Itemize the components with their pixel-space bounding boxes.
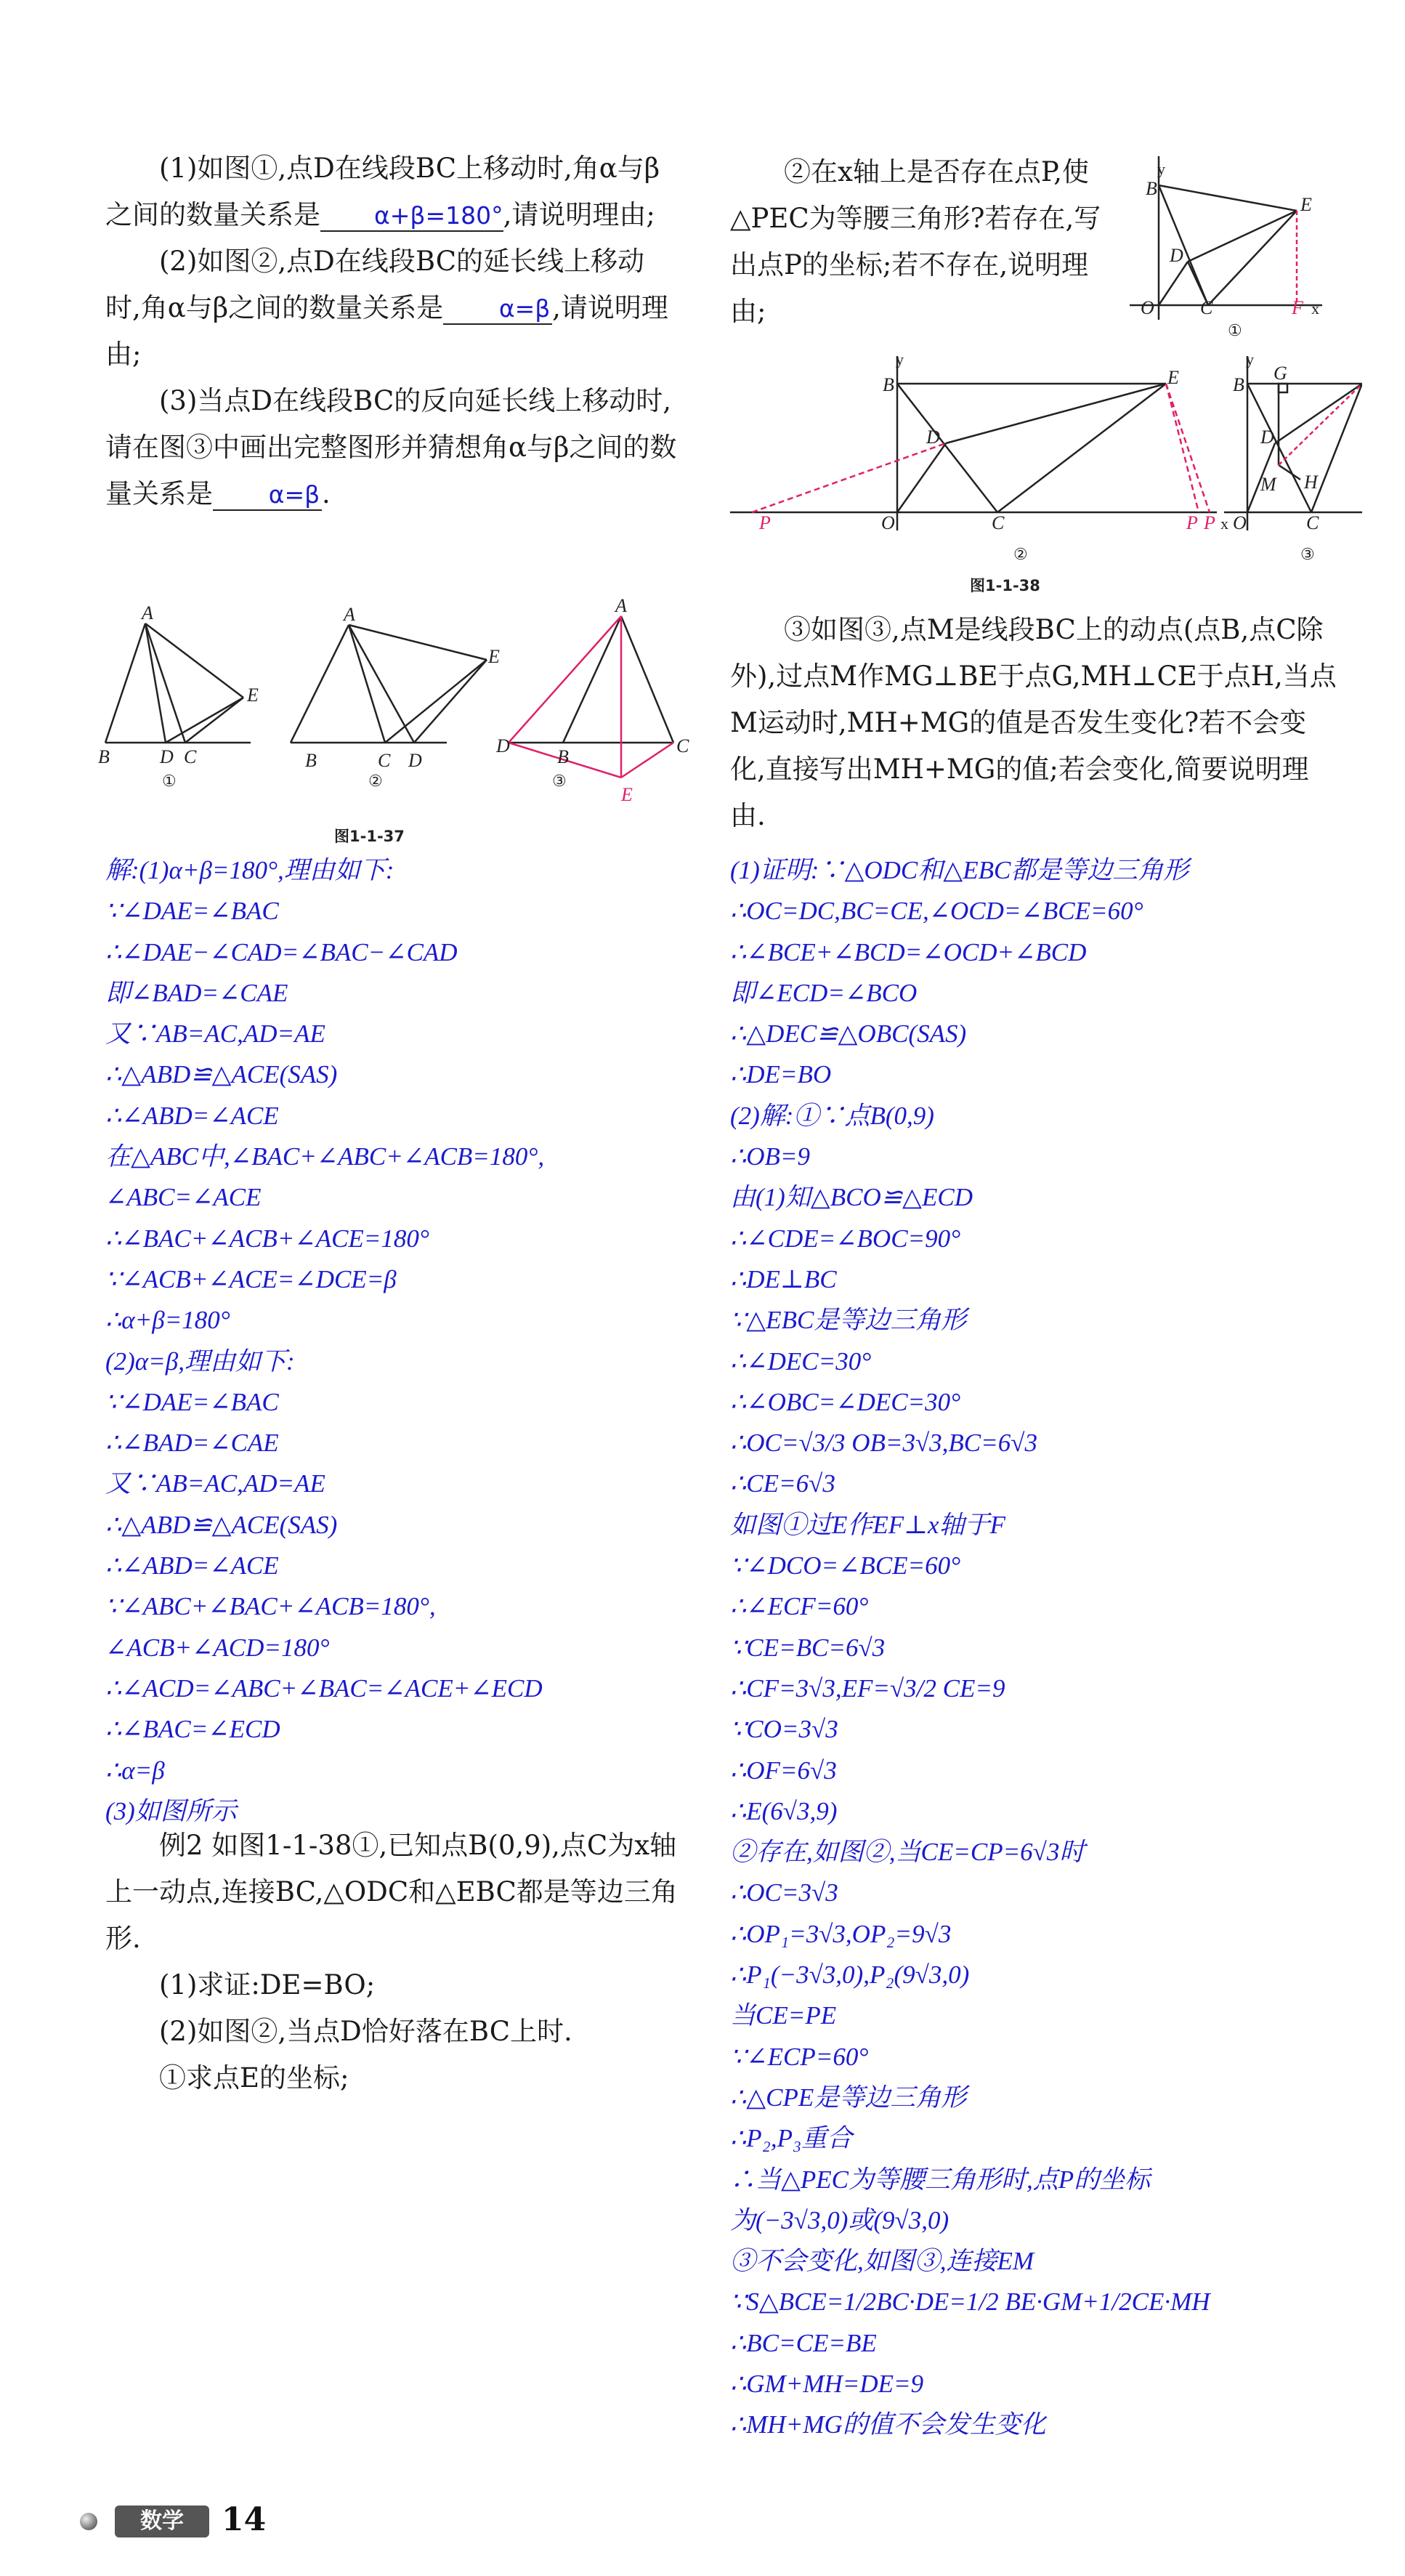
solution-line: ∴当△PEC为等腰三角形时,点P的坐标 bbox=[730, 2165, 1151, 2194]
solution-line: ∴∠CDE=∠BOC=90° bbox=[730, 1224, 961, 1253]
svg-text:E: E bbox=[247, 685, 259, 706]
bullet-icon bbox=[80, 2513, 97, 2530]
solution-line: ∵∠DAE=∠BAC bbox=[105, 1387, 279, 1416]
solution-line: ∴BC=CE=BE bbox=[730, 2328, 877, 2357]
answer-blank-1: α+β=180° bbox=[320, 201, 503, 232]
svg-text:E: E bbox=[621, 784, 633, 805]
answer-blank-2: α=β bbox=[443, 294, 552, 325]
svg-text:C: C bbox=[378, 750, 391, 771]
solution-line: ∴OB=9 bbox=[730, 1142, 811, 1171]
solution-line: (2)解:①∵点B(0,9) bbox=[730, 1101, 934, 1130]
fig38-2 bbox=[730, 356, 1217, 530]
solution-line: ∴△ABD≌△ACE(SAS) bbox=[105, 1060, 338, 1089]
solution-line: ∴OC=DC,BC=CE,∠OCD=∠BCE=60° bbox=[730, 897, 1143, 926]
svg-text:C: C bbox=[1306, 512, 1319, 533]
solution-line: ∴∠DAE−∠CAD=∠BAC−∠CAD bbox=[105, 937, 458, 966]
solution-line: (3)如图所示 bbox=[105, 1796, 237, 1825]
svg-text:B: B bbox=[98, 746, 110, 767]
solution-line: 又∵AB=AC,AD=AE bbox=[105, 1469, 325, 1498]
fig37-caption: 图1-1-37 bbox=[334, 828, 405, 845]
solution-line: (2)α=β,理由如下: bbox=[105, 1346, 295, 1376]
example-2-q2a: ①求点E的坐标; bbox=[159, 2062, 349, 2093]
svg-text:P: P bbox=[1204, 512, 1215, 533]
svg-text:A: A bbox=[142, 602, 153, 623]
solution-line: ∴∠OBC=∠DEC=30° bbox=[730, 1387, 961, 1416]
svg-text:D: D bbox=[1260, 427, 1274, 448]
solution-line: 即∠ECD=∠BCO bbox=[730, 978, 918, 1007]
svg-text:y: y bbox=[896, 350, 904, 368]
svg-text:O: O bbox=[1141, 297, 1154, 318]
solution-line: ∵∠ACB+∠ACE=∠DCE=β bbox=[105, 1264, 397, 1293]
solution-line: ∴△CPE是等边三角形 bbox=[730, 2083, 967, 2112]
solution-line: ∴OF=6√3 bbox=[730, 1756, 837, 1785]
example-2-q1: (1)求证:DE=BO; bbox=[159, 1969, 376, 2000]
page-number: 14 bbox=[222, 2501, 267, 2538]
solution-line: ∴∠DEC=30° bbox=[730, 1346, 872, 1376]
svg-text:D: D bbox=[1170, 245, 1183, 266]
solution-line: ∴∠ABD=∠ACE bbox=[105, 1551, 279, 1580]
svg-text:O: O bbox=[881, 512, 895, 533]
svg-text:O: O bbox=[1233, 512, 1247, 533]
fig37-label-1: ① bbox=[162, 772, 177, 790]
svg-text:x: x bbox=[1220, 514, 1228, 533]
svg-text:D: D bbox=[926, 427, 940, 448]
solution-line: ∴△ABD≌△ACE(SAS) bbox=[105, 1510, 338, 1539]
fig37-label-2: ② bbox=[368, 772, 383, 790]
subject-badge: 数学 bbox=[115, 2506, 209, 2537]
fig38-label-1: ① bbox=[1228, 321, 1242, 339]
svg-text:C: C bbox=[992, 512, 1005, 533]
solution-line: 又∵AB=AC,AD=AE bbox=[105, 1020, 325, 1049]
fig38-caption: 图1-1-38 bbox=[970, 577, 1040, 594]
solution-line: ③不会变化,如图③,连接EM bbox=[730, 2247, 1034, 2276]
solution-line: ∴∠BCE+∠BCD=∠OCD+∠BCD bbox=[730, 937, 1087, 966]
solution-line: ∴△DEC≌△OBC(SAS) bbox=[730, 1020, 967, 1049]
fig38-label-2: ② bbox=[1013, 545, 1028, 563]
svg-text:H: H bbox=[1304, 472, 1318, 493]
svg-text:C: C bbox=[184, 746, 197, 767]
solution-line: ∴∠BAC+∠ACB+∠ACE=180° bbox=[105, 1224, 429, 1253]
question-2: (2)如图②,点D在线段BC的延长线上移动时,角α与β之间的数量关系是 α=β,请说明理由; bbox=[105, 246, 668, 370]
solution-line: 解:(1)α+β=180°,理由如下: bbox=[105, 856, 394, 884]
solution-line: (1)证明:∵△ODC和△EBC都是等边三角形 bbox=[730, 856, 1189, 884]
solution-line: ∴α=β bbox=[105, 1756, 165, 1785]
solution-line: 在△ABC中,∠BAC+∠ABC+∠ACB=180°, bbox=[105, 1142, 545, 1171]
fig38-3 bbox=[1224, 356, 1362, 530]
svg-text:G: G bbox=[1274, 363, 1287, 384]
solution-line: ∵∠DAE=∠BAC bbox=[105, 897, 279, 926]
svg-text:F: F bbox=[1292, 297, 1303, 318]
svg-text:C: C bbox=[1200, 297, 1213, 318]
svg-text:E: E bbox=[1167, 367, 1179, 388]
solution-line: ∴OC=√3/3 OB=3√3,BC=6√3 bbox=[730, 1429, 1037, 1458]
solution-line: ∴P₂,P₃重合 bbox=[730, 2124, 853, 2153]
solution-line: ∴E(6√3,9) bbox=[730, 1796, 838, 1825]
solution-line: ∴MH+MG的值不会发生变化 bbox=[730, 2410, 1046, 2439]
solution-line: ∠ACB+∠ACD=180° bbox=[105, 1633, 330, 1662]
left-solution bbox=[105, 850, 687, 1832]
solution-line: ∵∠ECP=60° bbox=[730, 2042, 869, 2071]
solution-line: ∴∠BAC=∠ECD bbox=[105, 1715, 280, 1744]
solution-line: ∴∠ECF=60° bbox=[730, 1592, 869, 1621]
svg-text:y: y bbox=[1157, 160, 1165, 178]
svg-text:D: D bbox=[160, 746, 174, 767]
solution-line: ∴GM+MH=DE=9 bbox=[730, 2369, 924, 2398]
svg-text:x: x bbox=[1311, 299, 1319, 318]
right-solution bbox=[730, 850, 1369, 2446]
solution-line: ∵△EBC是等边三角形 bbox=[730, 1306, 967, 1335]
svg-text:A: A bbox=[344, 604, 355, 625]
svg-text:E: E bbox=[1300, 194, 1312, 215]
solution-line: 如图①过E作EF⊥x轴于F bbox=[730, 1510, 1005, 1539]
svg-text:P: P bbox=[1186, 512, 1198, 533]
solution-line: 为(−3√3,0)或(9√3,0) bbox=[730, 2205, 950, 2234]
svg-text:P: P bbox=[759, 512, 771, 533]
solution-line: ∵∠DCO=∠BCE=60° bbox=[730, 1551, 961, 1580]
question-3: (3)当点D在线段BC的反向延长线上移动时,请在图③中画出完整图形并猜想角α与β之间的数量关系是 α=β. bbox=[105, 385, 677, 509]
solution-line: ∴P₁(−3√3,0),P₂(9√3,0) bbox=[730, 1961, 970, 1990]
solution-line: ∵∠ABC+∠BAC+∠ACB=180°, bbox=[105, 1592, 436, 1621]
question-1: (1)如图①,点D在线段BC上移动时,角α与β之间的数量关系是 α+β=180°,请说明理由; bbox=[105, 153, 660, 230]
question-2b: ②在x轴上是否存在点P,使△PEC为等腰三角形?若存在,写出点P的坐标;若不存在,说明理由; bbox=[730, 156, 1101, 327]
svg-text:D: D bbox=[408, 750, 422, 771]
example-2-stem: 例2 如图1-1-38①,已知点B(0,9),点C为x轴上一动点,连接BC,△ODC和△EBC都是等边三角形. bbox=[105, 1830, 678, 1954]
figure-1-1-37 bbox=[98, 596, 701, 814]
solution-line: ②存在,如图②,当CE=CP=6√3时 bbox=[730, 1838, 1085, 1867]
svg-text:M: M bbox=[1260, 474, 1276, 495]
example-2 bbox=[105, 1822, 679, 2101]
solution-line: ∴CF=3√3,EF=√3/2 CE=9 bbox=[730, 1673, 1005, 1703]
left-questions bbox=[105, 145, 679, 517]
solution-line: ∴∠ACD=∠ABC+∠BAC=∠ACE+∠ECD bbox=[105, 1673, 543, 1703]
solution-line: ∴OP₁=3√3,OP₂=9√3 bbox=[730, 1919, 952, 1948]
svg-text:y: y bbox=[1246, 350, 1254, 368]
fig37-label-3: ③ bbox=[552, 772, 567, 790]
svg-text:B: B bbox=[883, 374, 894, 395]
svg-text:D: D bbox=[496, 735, 510, 756]
svg-text:B: B bbox=[557, 746, 569, 767]
fig38-label-3: ③ bbox=[1300, 545, 1315, 563]
svg-text:E: E bbox=[488, 646, 500, 667]
svg-text:B: B bbox=[305, 750, 317, 771]
solution-line: ∵S△BCE=1/2BC·DE=1/2 BE·GM+1/2CE·MH bbox=[730, 2288, 1210, 2317]
fig37-2 bbox=[291, 625, 487, 743]
fig38-1 bbox=[1130, 156, 1322, 320]
solution-line: ∴DE⊥BC bbox=[730, 1264, 837, 1293]
solution-line: ∵CO=3√3 bbox=[730, 1715, 838, 1744]
solution-line: ∴OC=3√3 bbox=[730, 1878, 838, 1907]
figure-1-1-38 bbox=[723, 153, 1362, 589]
svg-text:C: C bbox=[676, 735, 689, 756]
answer-blank-3: α=β bbox=[213, 480, 322, 511]
solution-line: 即∠BAD=∠CAE bbox=[105, 978, 288, 1007]
svg-text:B: B bbox=[1146, 178, 1157, 199]
solution-line: 当CE=PE bbox=[730, 2001, 837, 2030]
svg-text:A: A bbox=[615, 596, 627, 616]
fig37-1 bbox=[105, 623, 251, 743]
example-2-q2: (2)如图②,当点D恰好落在BC上时. bbox=[159, 2016, 572, 2047]
solution-line: ∴DE=BO bbox=[730, 1060, 832, 1089]
solution-line: ∴α+β=180° bbox=[105, 1306, 230, 1335]
solution-line: ∴∠BAD=∠CAE bbox=[105, 1429, 279, 1458]
solution-line: ∴CE=6√3 bbox=[730, 1469, 835, 1498]
svg-text:B: B bbox=[1233, 374, 1244, 395]
fig37-3 bbox=[509, 616, 673, 778]
solution-line: ∵CE=BC=6√3 bbox=[730, 1633, 886, 1662]
solution-line: 由(1)知△BCO≌△ECD bbox=[730, 1183, 973, 1212]
solution-line: ∴∠ABD=∠ACE bbox=[105, 1101, 279, 1130]
question-2c: ③如图③,点M是线段BC上的动点(点B,点C除外),过点M作MG⊥BE于点G,MH⊥CE于点H,当点M运动时,MH+MG的值是否发生变化?若不会变化,直接写出MH+MG的值;若会变化,简要说明理由. bbox=[730, 614, 1337, 831]
solution-line: ∠ABC=∠ACE bbox=[105, 1183, 262, 1212]
